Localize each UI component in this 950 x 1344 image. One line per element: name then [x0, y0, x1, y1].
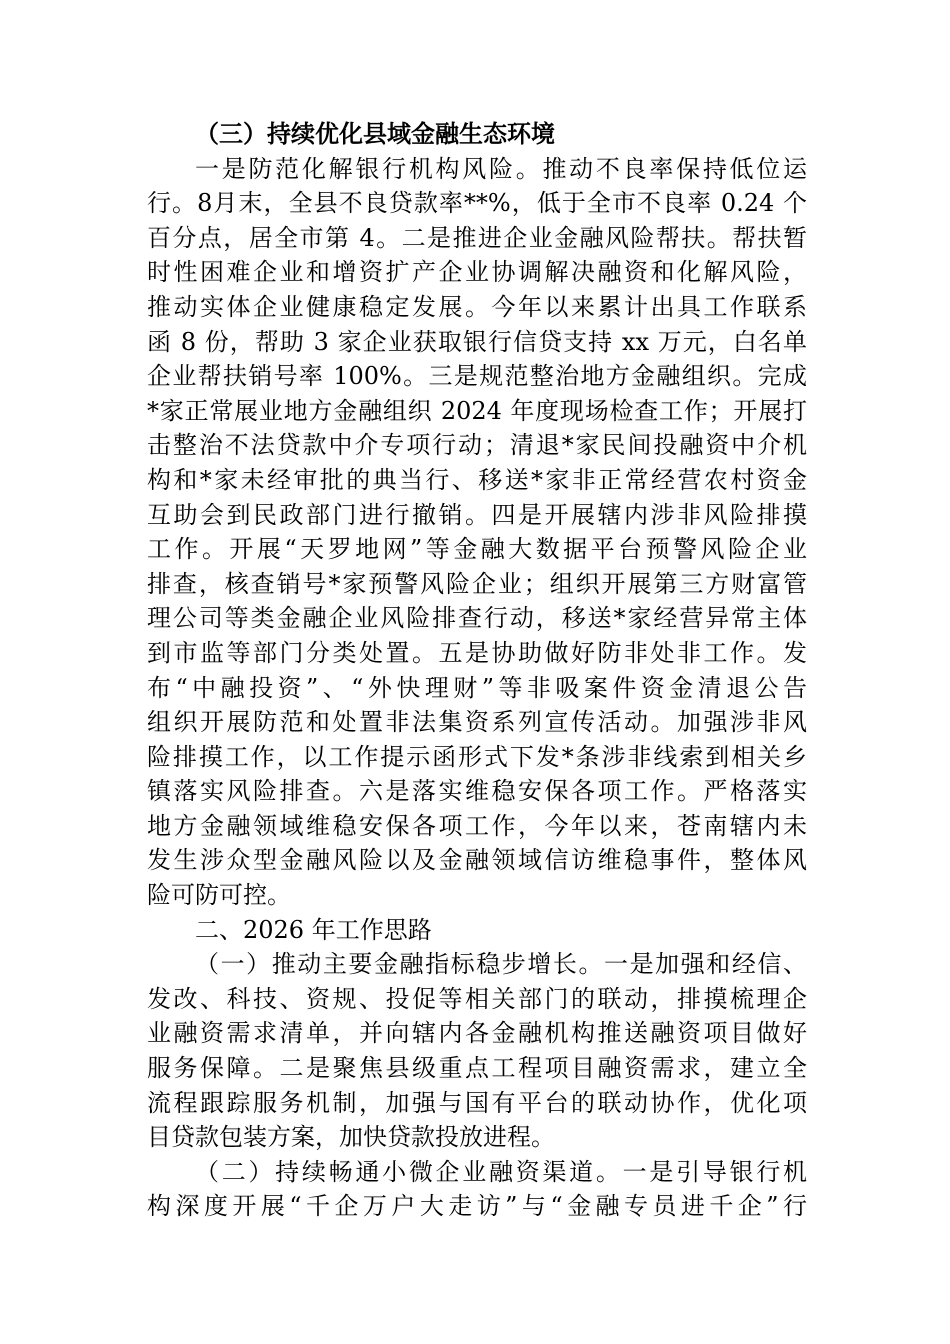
paragraph-line: 布“中融投资”、“外快理财”等非吸案件资金清退公告 — [147, 673, 807, 702]
paragraph-line: （一）推动主要金融指标稳步增长。一是加强和经信、 — [195, 950, 807, 979]
paragraph-line: 一是防范化解银行机构风险。推动不良率保持低位运 — [195, 154, 807, 183]
paragraph-line: 业融资需求清单，并向辖内各金融机构推送融资项目做好 — [147, 1019, 807, 1048]
paragraph-line: 组织开展防范和处置非法集资系列宣传活动。加强涉非风 — [147, 708, 807, 737]
paragraph-line: 流程跟踪服务机制，加强与国有平台的联动协作，优化项 — [147, 1088, 807, 1117]
paragraph-line: 服务保障。二是聚焦县级重点工程项目融资需求，建立全 — [147, 1054, 807, 1083]
section-heading-3: （三）持续优化县域金融生态环境 — [195, 119, 555, 148]
paragraph-line: （二）持续畅通小微企业融资渠道。一是引导银行机 — [195, 1157, 807, 1186]
paragraph-line: 发生涉众型金融风险以及金融领域信访维稳事件，整体风 — [147, 846, 807, 875]
paragraph-line: 企业帮扶销号率 100%。三是规范整治地方金融组织。完成 — [147, 362, 807, 391]
paragraph-financial-indicators — [147, 947, 807, 1155]
paragraph-line: 发改、科技、资规、投促等相关部门的联动，排摸梳理企 — [147, 984, 807, 1013]
paragraph-line: 地方金融领域维稳安保各项工作，今年以来，苍南辖内未 — [147, 811, 807, 840]
section-heading-2: 二、2026 年工作思路 — [195, 915, 432, 944]
paragraph-line: 构和*家未经审批的典当行、移送*家非正常经营农村资金 — [147, 465, 807, 494]
paragraph-line: 推动实体企业健康稳定发展。今年以来累计出具工作联系 — [147, 292, 807, 321]
paragraph-line: 函 8 份，帮助 3 家企业获取银行信贷支持 xx 万元，白名单 — [147, 327, 807, 356]
paragraph-line: 百分点，居全市第 4。二是推进企业金融风险帮扶。帮扶暂 — [147, 223, 807, 252]
paragraph-line: 排查，核查销号*家预警风险企业；组织开展第三方财富管 — [147, 569, 807, 598]
document-body — [147, 117, 807, 1224]
paragraph-line: 工作。开展“天罗地网”等金融大数据平台预警风险企业 — [147, 535, 807, 564]
paragraph-line: 险可防可控。 — [147, 881, 291, 910]
paragraph-line: 目贷款包装方案，加快贷款投放进程。 — [147, 1123, 555, 1152]
paragraph-line: *家正常展业地方金融组织 2024 年度现场检查工作；开展打 — [147, 396, 807, 425]
paragraph-line: 互助会到民政部门进行撤销。四是开展辖内涉非风险排摸 — [147, 500, 807, 529]
paragraph-risk-prevention — [147, 152, 807, 913]
paragraph-line: 理公司等类金融企业风险排查行动，移送*家经营异常主体 — [147, 604, 807, 633]
paragraph-line: 构深度开展“千企万户大走访”与“金融专员进千企”行 — [147, 1192, 807, 1221]
paragraph-line: 险排摸工作，以工作提示函形式下发*条涉非线索到相关乡 — [147, 742, 807, 771]
paragraph-line: 镇落实风险排查。六是落实维稳安保各项工作。严格落实 — [147, 777, 807, 806]
paragraph-line: 时性困难企业和增资扩产企业协调解决融资和化解风险， — [147, 258, 807, 287]
paragraph-line: 击整治不法贷款中介专项行动；清退*家民间投融资中介机 — [147, 431, 807, 460]
paragraph-line: 行。8月末，全县不良贷款率**%，低于全市不良率 0.24 个 — [147, 189, 807, 218]
paragraph-small-business-financing — [147, 1155, 807, 1224]
paragraph-line: 到市监等部门分类处置。五是协助做好防非处非工作。发 — [147, 638, 807, 667]
